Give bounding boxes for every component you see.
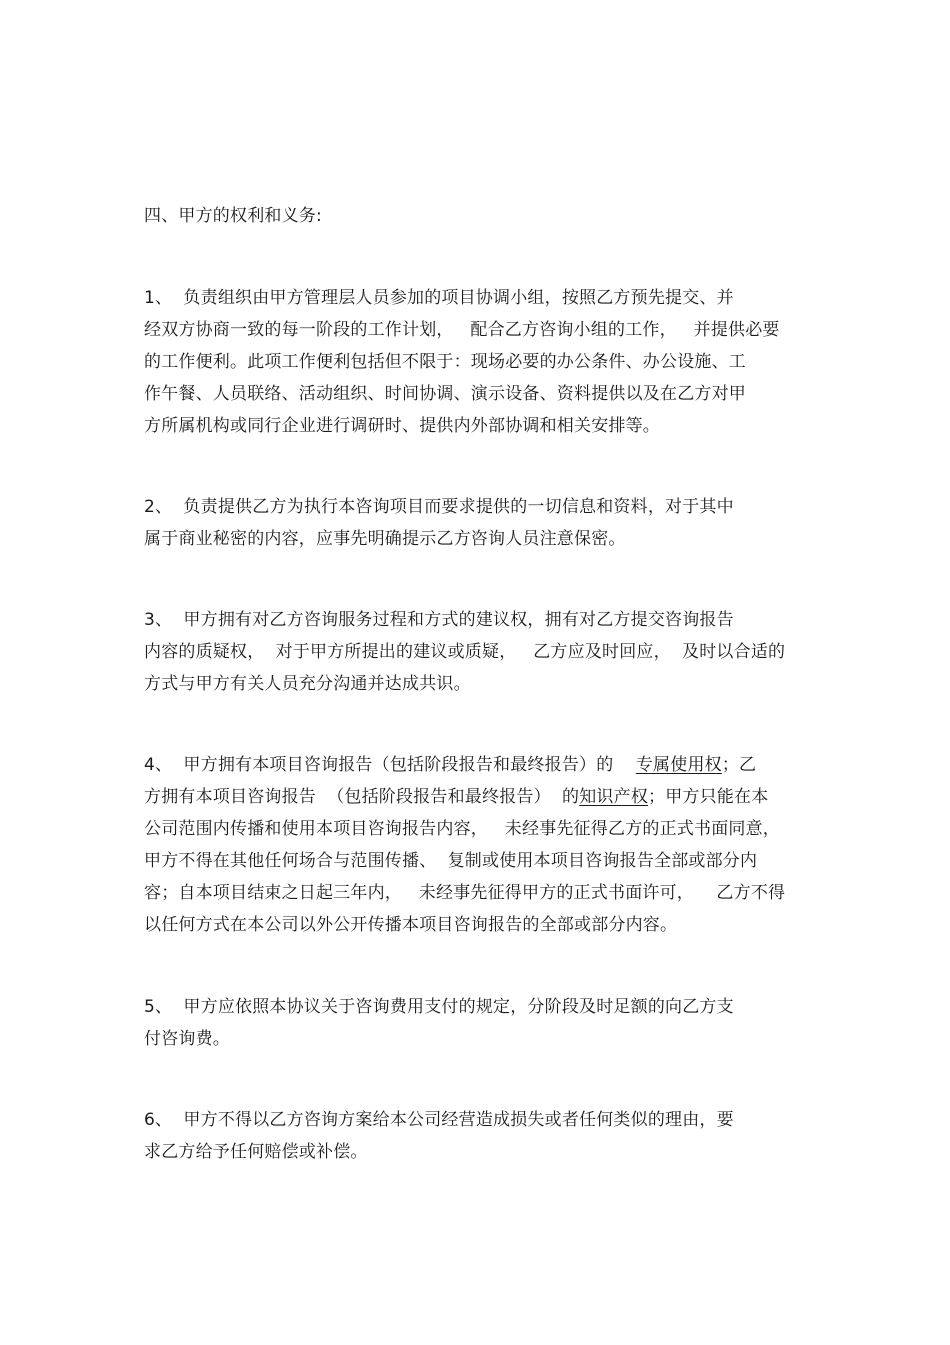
item-1-line-2: 经双方协商一致的每一阶段的工作计划， 配合乙方咨询小组的工作， 并提供必要 xyxy=(144,320,780,340)
item-4-line-4: 甲方不得在其他任何场合与范围传播、 复制或使用本项目咨询报告全部或部分内 xyxy=(144,851,758,871)
item-3-line-1: 3、 甲方拥有对乙方咨询服务过程和方式的建议权，拥有对乙方提交咨询报告 xyxy=(144,610,734,630)
item-2-line-2: 属于商业秘密的内容，应事先明确提示乙方咨询人员注意保密。 xyxy=(144,529,626,549)
item-6-line-2: 求乙方给予任何赔偿或补偿。 xyxy=(144,1142,368,1162)
item-4-line-2-text: 方拥有本项目咨询报告 （包括阶段报告和最终报告） 的 xyxy=(144,787,580,807)
section-heading: 四、甲方的权利和义务: xyxy=(144,206,322,226)
item-1-line-4: 作午餐、人员联络、活动组织、时间协调、演示设备、资料提供以及在乙方对甲 xyxy=(144,384,746,404)
item-3-line-3: 方式与甲方有关人员充分沟通并达成共识。 xyxy=(144,674,471,694)
item-1-line-3: 的工作便利。此项工作便利包括但不限于：现场必要的办公条件、办公设施、工 xyxy=(144,352,746,372)
item-1-line-5: 方所属机构或同行企业进行调研时、提供内外部协调和相关安排等。 xyxy=(144,416,660,436)
item-4-line-5: 容；自本项目结束之日起三年内， 未经事先征得甲方的正式书面许可， 乙方不得 xyxy=(144,883,786,903)
item-2-line-1: 2、 负责提供乙方为执行本咨询项目而要求提供的一切信息和资料，对于其中 xyxy=(144,497,734,517)
item-5-line-1: 5、 甲方应依照本协议关于咨询费用支付的规定，分阶段及时足额的向乙方支 xyxy=(144,997,734,1017)
item-4-line-1-tail: ；乙 xyxy=(721,755,757,775)
item-4-line-2 xyxy=(144,786,768,808)
item-4-line-2-tail: ；甲方只能在本 xyxy=(648,787,769,807)
item-4-line-1-text: 4、 甲方拥有本项目咨询报告（包括阶段报告和最终报告）的 xyxy=(144,755,636,775)
item-5-line-2: 付咨询费。 xyxy=(144,1029,230,1049)
intellectual-property-term: 知识产权 xyxy=(579,787,649,807)
item-4-line-6: 以任何方式在本公司以外公开传播本项目咨询报告的全部或部分内容。 xyxy=(144,915,678,935)
item-6-line-1: 6、 甲方不得以乙方咨询方案给本公司经营造成损失或者任何类似的理由，要 xyxy=(144,1110,734,1130)
item-4-line-1 xyxy=(144,754,756,776)
item-3-line-2: 内容的质疑权， 对于甲方所提出的建议或质疑， 乙方应及时回应， 及时以合适的 xyxy=(144,642,786,662)
exclusive-use-right-term: 专属使用权 xyxy=(635,755,722,775)
item-4-line-3: 公司范围内传播和使用本项目咨询报告内容， 未经事先征得乙方的正式书面同意， xyxy=(144,819,781,839)
item-1-line-1: 1、 负责组织由甲方管理层人员参加的项目协调小组，按照乙方预先提交、并 xyxy=(144,288,734,308)
